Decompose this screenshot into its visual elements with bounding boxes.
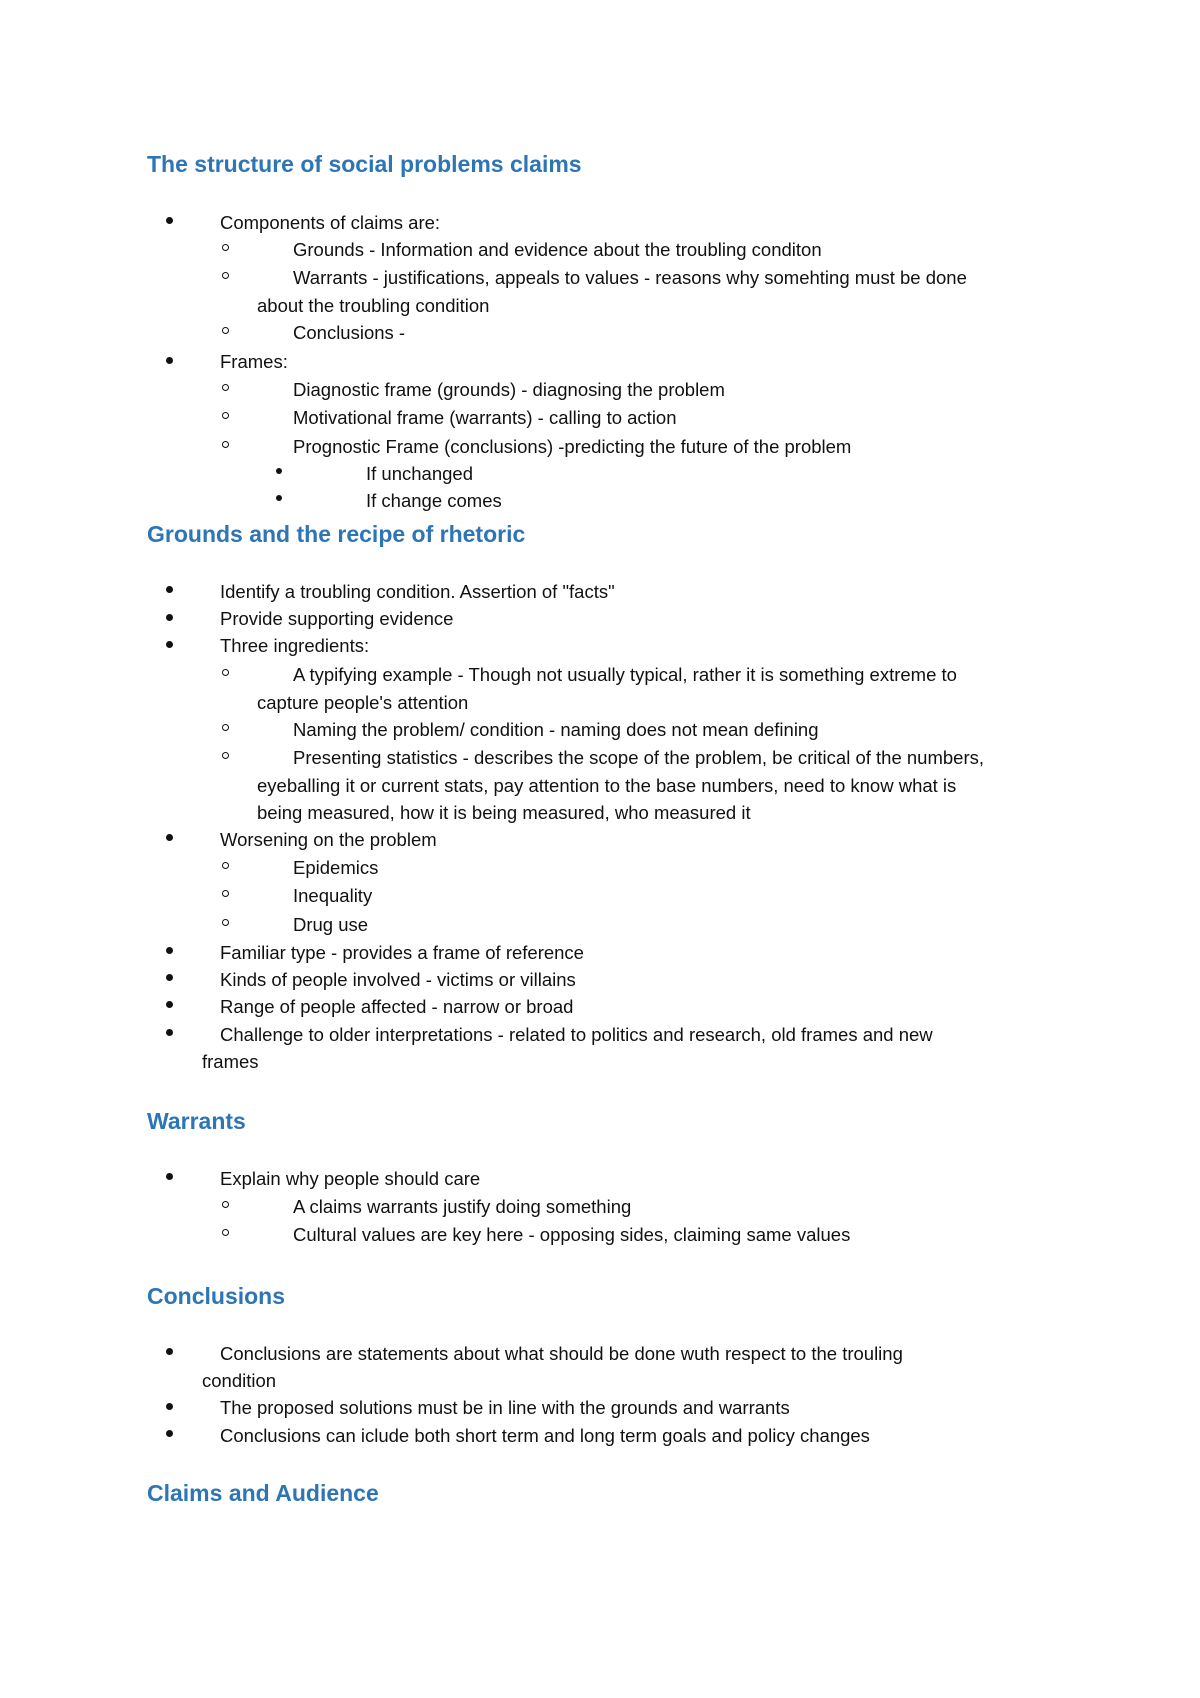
bullet-icon	[166, 1403, 173, 1410]
bullet-icon	[166, 614, 173, 621]
circle-bullet-icon	[222, 890, 229, 897]
list-item: Prognostic Frame (conclusions) -predicting the future of the problem	[293, 436, 852, 457]
circle-bullet-icon	[222, 1201, 229, 1208]
list-item: Components of claims are:	[220, 212, 441, 233]
list-item: Provide supporting evidence	[220, 608, 454, 629]
circle-bullet-icon	[222, 272, 229, 279]
heading-claims-audience: Claims and Audience	[147, 1480, 379, 1506]
list-item: Conclusions are statements about what should be done wuth respect to the trouling	[220, 1343, 903, 1364]
list-item: Identify a troubling condition. Assertion of "facts"	[220, 581, 615, 602]
list-item: Warrants - justifications, appeals to values - reasons why somehting must be done	[293, 267, 967, 288]
list-item: If change comes	[366, 490, 502, 511]
circle-bullet-icon	[222, 384, 229, 391]
circle-bullet-icon	[222, 669, 229, 676]
list-item: A claims warrants justify doing something	[293, 1196, 632, 1217]
list-item-continuation: being measured, how it is being measured, who measured it	[257, 802, 751, 823]
list-item-continuation: eyeballing it or current stats, pay attention to the base numbers, need to know what is	[257, 775, 957, 796]
circle-bullet-icon	[222, 441, 229, 448]
list-item-continuation: capture people's attention	[257, 692, 469, 713]
list-item: Conclusions can iclude both short term and long term goals and policy changes	[220, 1425, 870, 1446]
heading-structure-of-claims: The structure of social problems claims	[147, 151, 582, 177]
list-item-continuation: about the troubling condition	[257, 295, 490, 316]
bullet-icon	[166, 947, 173, 954]
heading-warrants: Warrants	[147, 1108, 246, 1134]
list-item: A typifying example - Though not usually typical, rather it is something extreme to	[293, 664, 957, 685]
list-item: Conclusions -	[293, 322, 406, 343]
bullet-icon	[166, 357, 173, 364]
list-item: Cultural values are key here - opposing sides, claiming same values	[293, 1224, 851, 1245]
list-item: Three ingredients:	[220, 635, 370, 656]
bullet-icon	[166, 1001, 173, 1008]
list-item: Inequality	[293, 885, 373, 906]
list-item: Diagnostic frame (grounds) - diagnosing the problem	[293, 379, 725, 400]
bullet-icon	[166, 1430, 173, 1437]
list-item: Range of people affected - narrow or broad	[220, 996, 574, 1017]
bullet-icon	[166, 641, 173, 648]
heading-grounds-recipe: Grounds and the recipe of rhetoric	[147, 521, 526, 547]
list-item: Challenge to older interpretations - related to politics and research, old frames and new	[220, 1024, 933, 1045]
list-item: Kinds of people involved - victims or villains	[220, 969, 576, 990]
list-item: Familiar type - provides a frame of reference	[220, 942, 584, 963]
list-item: Epidemics	[293, 857, 379, 878]
circle-bullet-icon	[222, 862, 229, 869]
bullet-icon	[166, 1348, 173, 1355]
bullet-icon	[166, 974, 173, 981]
list-item: Grounds - Information and evidence about the troubling conditon	[293, 239, 822, 260]
list-item: Motivational frame (warrants) - calling to action	[293, 407, 677, 428]
bullet-icon	[166, 217, 173, 224]
circle-bullet-icon	[222, 1229, 229, 1236]
circle-bullet-icon	[222, 752, 229, 759]
list-item-continuation: frames	[202, 1051, 259, 1072]
circle-bullet-icon	[222, 412, 229, 419]
list-item: The proposed solutions must be in line with the grounds and warrants	[220, 1397, 790, 1418]
list-item: Drug use	[293, 914, 369, 935]
bullet-icon	[276, 495, 282, 501]
circle-bullet-icon	[222, 724, 229, 731]
bullet-icon	[166, 834, 173, 841]
list-item-continuation: condition	[202, 1370, 277, 1391]
list-item: Explain why people should care	[220, 1168, 481, 1189]
list-item: Naming the problem/ condition - naming does not mean defining	[293, 719, 819, 740]
bullet-icon	[166, 586, 173, 593]
list-item: Frames:	[220, 351, 288, 372]
list-item: Worsening on the problem	[220, 829, 437, 850]
circle-bullet-icon	[222, 244, 229, 251]
bullet-icon	[276, 468, 282, 474]
heading-conclusions: Conclusions	[147, 1283, 286, 1309]
bullet-icon	[166, 1029, 173, 1036]
list-item: Presenting statistics - describes the scope of the problem, be critical of the numbers,	[293, 747, 984, 768]
list-item: If unchanged	[366, 463, 473, 484]
circle-bullet-icon	[222, 919, 229, 926]
circle-bullet-icon	[222, 327, 229, 334]
bullet-icon	[166, 1173, 173, 1180]
